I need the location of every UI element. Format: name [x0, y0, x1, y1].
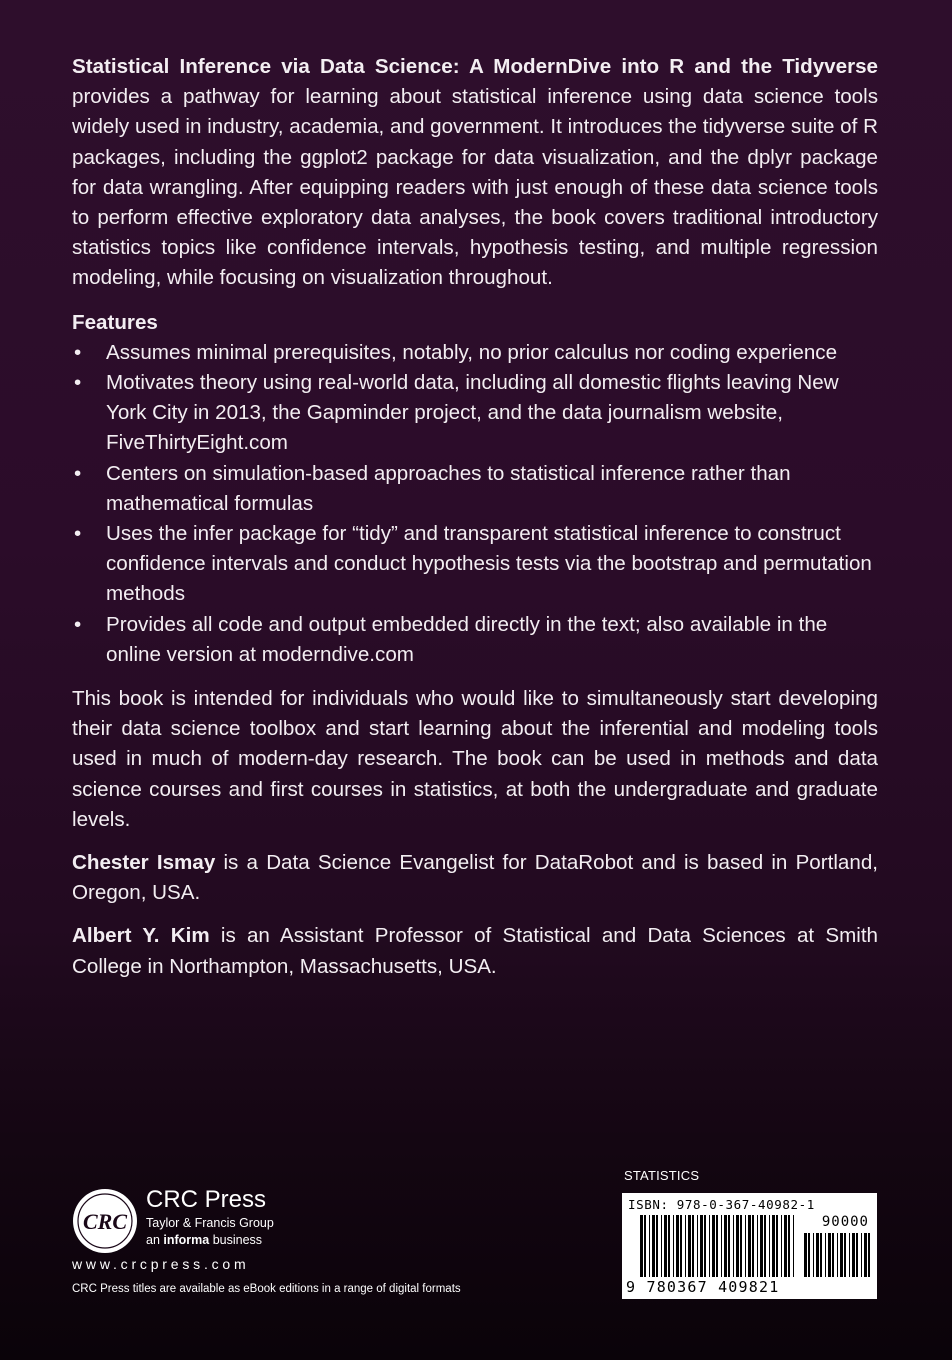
barcode-bar	[724, 1215, 727, 1277]
barcode-bar	[688, 1215, 691, 1277]
barcode-bar	[649, 1215, 650, 1277]
features-list	[72, 338, 878, 670]
barcode-bar	[745, 1215, 746, 1277]
barcode-bar	[661, 1215, 662, 1277]
isbn-barcode	[622, 1193, 877, 1299]
intro-body: provides a pathway for learning about statistical inference using data science tools widely used in industry, academia, and government. It introduces the tidyverse suite of R packages, including the ggplot2 package for data visualization, and the dplyr package for data wrangling. After equipping readers with just enough of these data science tools to perform effective exploratory data analyses, the book covers traditional introductory statistics topics like confidence intervals, hypothesis testing, and multiple regression modeling, while focusing on visualization throughout.	[72, 85, 878, 290]
book-title: Statistical Inference via Data Science: A ModernDive into R and the Tidyverse	[72, 55, 878, 78]
barcode-bar	[668, 1215, 670, 1277]
barcode-bar	[820, 1233, 822, 1277]
publisher-block	[72, 1180, 472, 1350]
category-label: STATISTICS	[624, 1168, 700, 1183]
informa-wordmark: informa	[163, 1233, 210, 1247]
barcode-bar	[849, 1233, 850, 1277]
barcode-bar	[752, 1215, 754, 1277]
publisher-group: Taylor & Francis Group	[146, 1216, 274, 1230]
barcode-bar	[709, 1215, 710, 1277]
barcode-bar	[844, 1233, 846, 1277]
price-code: 90000	[821, 1214, 869, 1230]
barcode-bar	[868, 1233, 870, 1277]
publisher-name: CRC Press	[146, 1186, 267, 1213]
barcode-bar	[652, 1215, 655, 1277]
isbn-label: ISBN: 978-0-367-40982-1	[628, 1197, 815, 1212]
features-heading: Features	[72, 310, 158, 334]
barcode-bar	[656, 1215, 658, 1277]
barcode-bar	[664, 1215, 667, 1277]
barcode-bar	[856, 1233, 858, 1277]
author-name: Chester Ismay	[72, 851, 216, 875]
crc-logo-icon	[72, 1188, 138, 1254]
barcode-bar	[784, 1215, 787, 1277]
barcode-bar	[733, 1215, 734, 1277]
barcode-bar	[692, 1215, 694, 1277]
barcode-bar	[680, 1215, 682, 1277]
barcode-bar	[776, 1215, 778, 1277]
barcode-bar	[712, 1215, 715, 1277]
barcode-bar	[825, 1233, 826, 1277]
barcode-bar	[793, 1215, 794, 1277]
ebook-note: CRC Press titles are available as eBook editions in a range of digital formats	[72, 1283, 461, 1295]
barcode-bar	[644, 1215, 646, 1277]
barcode-bar	[772, 1215, 775, 1277]
barcode-bar	[740, 1215, 742, 1277]
barcode-bar	[788, 1215, 790, 1277]
feature-item: • Uses the infer package for “tidy” and transparent statistical inference to construct confidence intervals and conduct hypothesis tests via the bootstrap and permutation methods	[72, 519, 878, 610]
barcode-bar	[781, 1215, 782, 1277]
barcode-bar	[673, 1215, 674, 1277]
barcode-bar	[832, 1233, 834, 1277]
barcode-bar	[757, 1215, 758, 1277]
ean-number: 9 780367 409821	[626, 1278, 780, 1296]
barcode-bar	[721, 1215, 722, 1277]
barcode-bar	[728, 1215, 730, 1277]
barcode-bar	[840, 1233, 843, 1277]
barcode-bar	[837, 1233, 838, 1277]
barcode-bar	[828, 1233, 831, 1277]
barcode-bar	[760, 1215, 763, 1277]
barcode-bar	[676, 1215, 679, 1277]
barcode-bar	[736, 1215, 739, 1277]
author-name: Albert Y. Kim	[72, 924, 210, 948]
barcode-bar	[808, 1233, 810, 1277]
barcode-bar	[640, 1215, 643, 1277]
barcode-bar	[716, 1215, 718, 1277]
barcode-bar	[697, 1215, 698, 1277]
author-bio-ismay	[72, 848, 878, 908]
barcode-bar	[864, 1233, 867, 1277]
author-bio-text: is a Data Science Evangelist for DataRobot and is based in Portland, Oregon, USA.	[72, 851, 878, 905]
barcode-bar	[700, 1215, 703, 1277]
barcode-bar	[852, 1233, 855, 1277]
barcode-bar	[704, 1215, 706, 1277]
back-cover-text	[72, 52, 878, 995]
informa-business: an informa business	[146, 1233, 263, 1247]
barcode-bar	[764, 1215, 766, 1277]
feature-item: • Assumes minimal prerequisites, notably, no prior calculus nor coding experience	[72, 338, 878, 368]
feature-item: • Centers on simulation-based approaches to statistical inference rather than mathematical formulas	[72, 459, 878, 519]
barcode-bar	[816, 1233, 819, 1277]
crc-logo-text: CRC	[82, 1209, 128, 1234]
author-bio-kim	[72, 921, 878, 981]
author-bio-text: is an Assistant Professor of Statistical and Data Sciences at Smith College in Northampton, Massachusetts, USA.	[72, 924, 878, 978]
intro-paragraph	[72, 52, 878, 294]
audience-paragraph: This book is intended for individuals who would like to simultaneously start developing their data science toolbox and start learning about the inferential and modeling tools used in much of modern-day research. The book can be used in methods and data science courses and first courses in statistics, at both the undergraduate and graduate levels.	[72, 687, 878, 831]
barcode-bar	[813, 1233, 814, 1277]
feature-item: • Motivates theory using real-world data, including all domestic flights leaving New York City in 2013, the Gapminder project, and the data journalism website, FiveThirtyEight.com	[72, 368, 878, 459]
feature-item: • Provides all code and output embedded directly in the text; also available in the online version at moderndive.com	[72, 610, 878, 670]
barcode-bar	[685, 1215, 686, 1277]
publisher-website: www.crcpress.com	[72, 1256, 250, 1272]
barcode-bar	[861, 1233, 862, 1277]
barcode-bar	[804, 1233, 807, 1277]
barcode-bar	[769, 1215, 770, 1277]
barcode-bar	[748, 1215, 751, 1277]
